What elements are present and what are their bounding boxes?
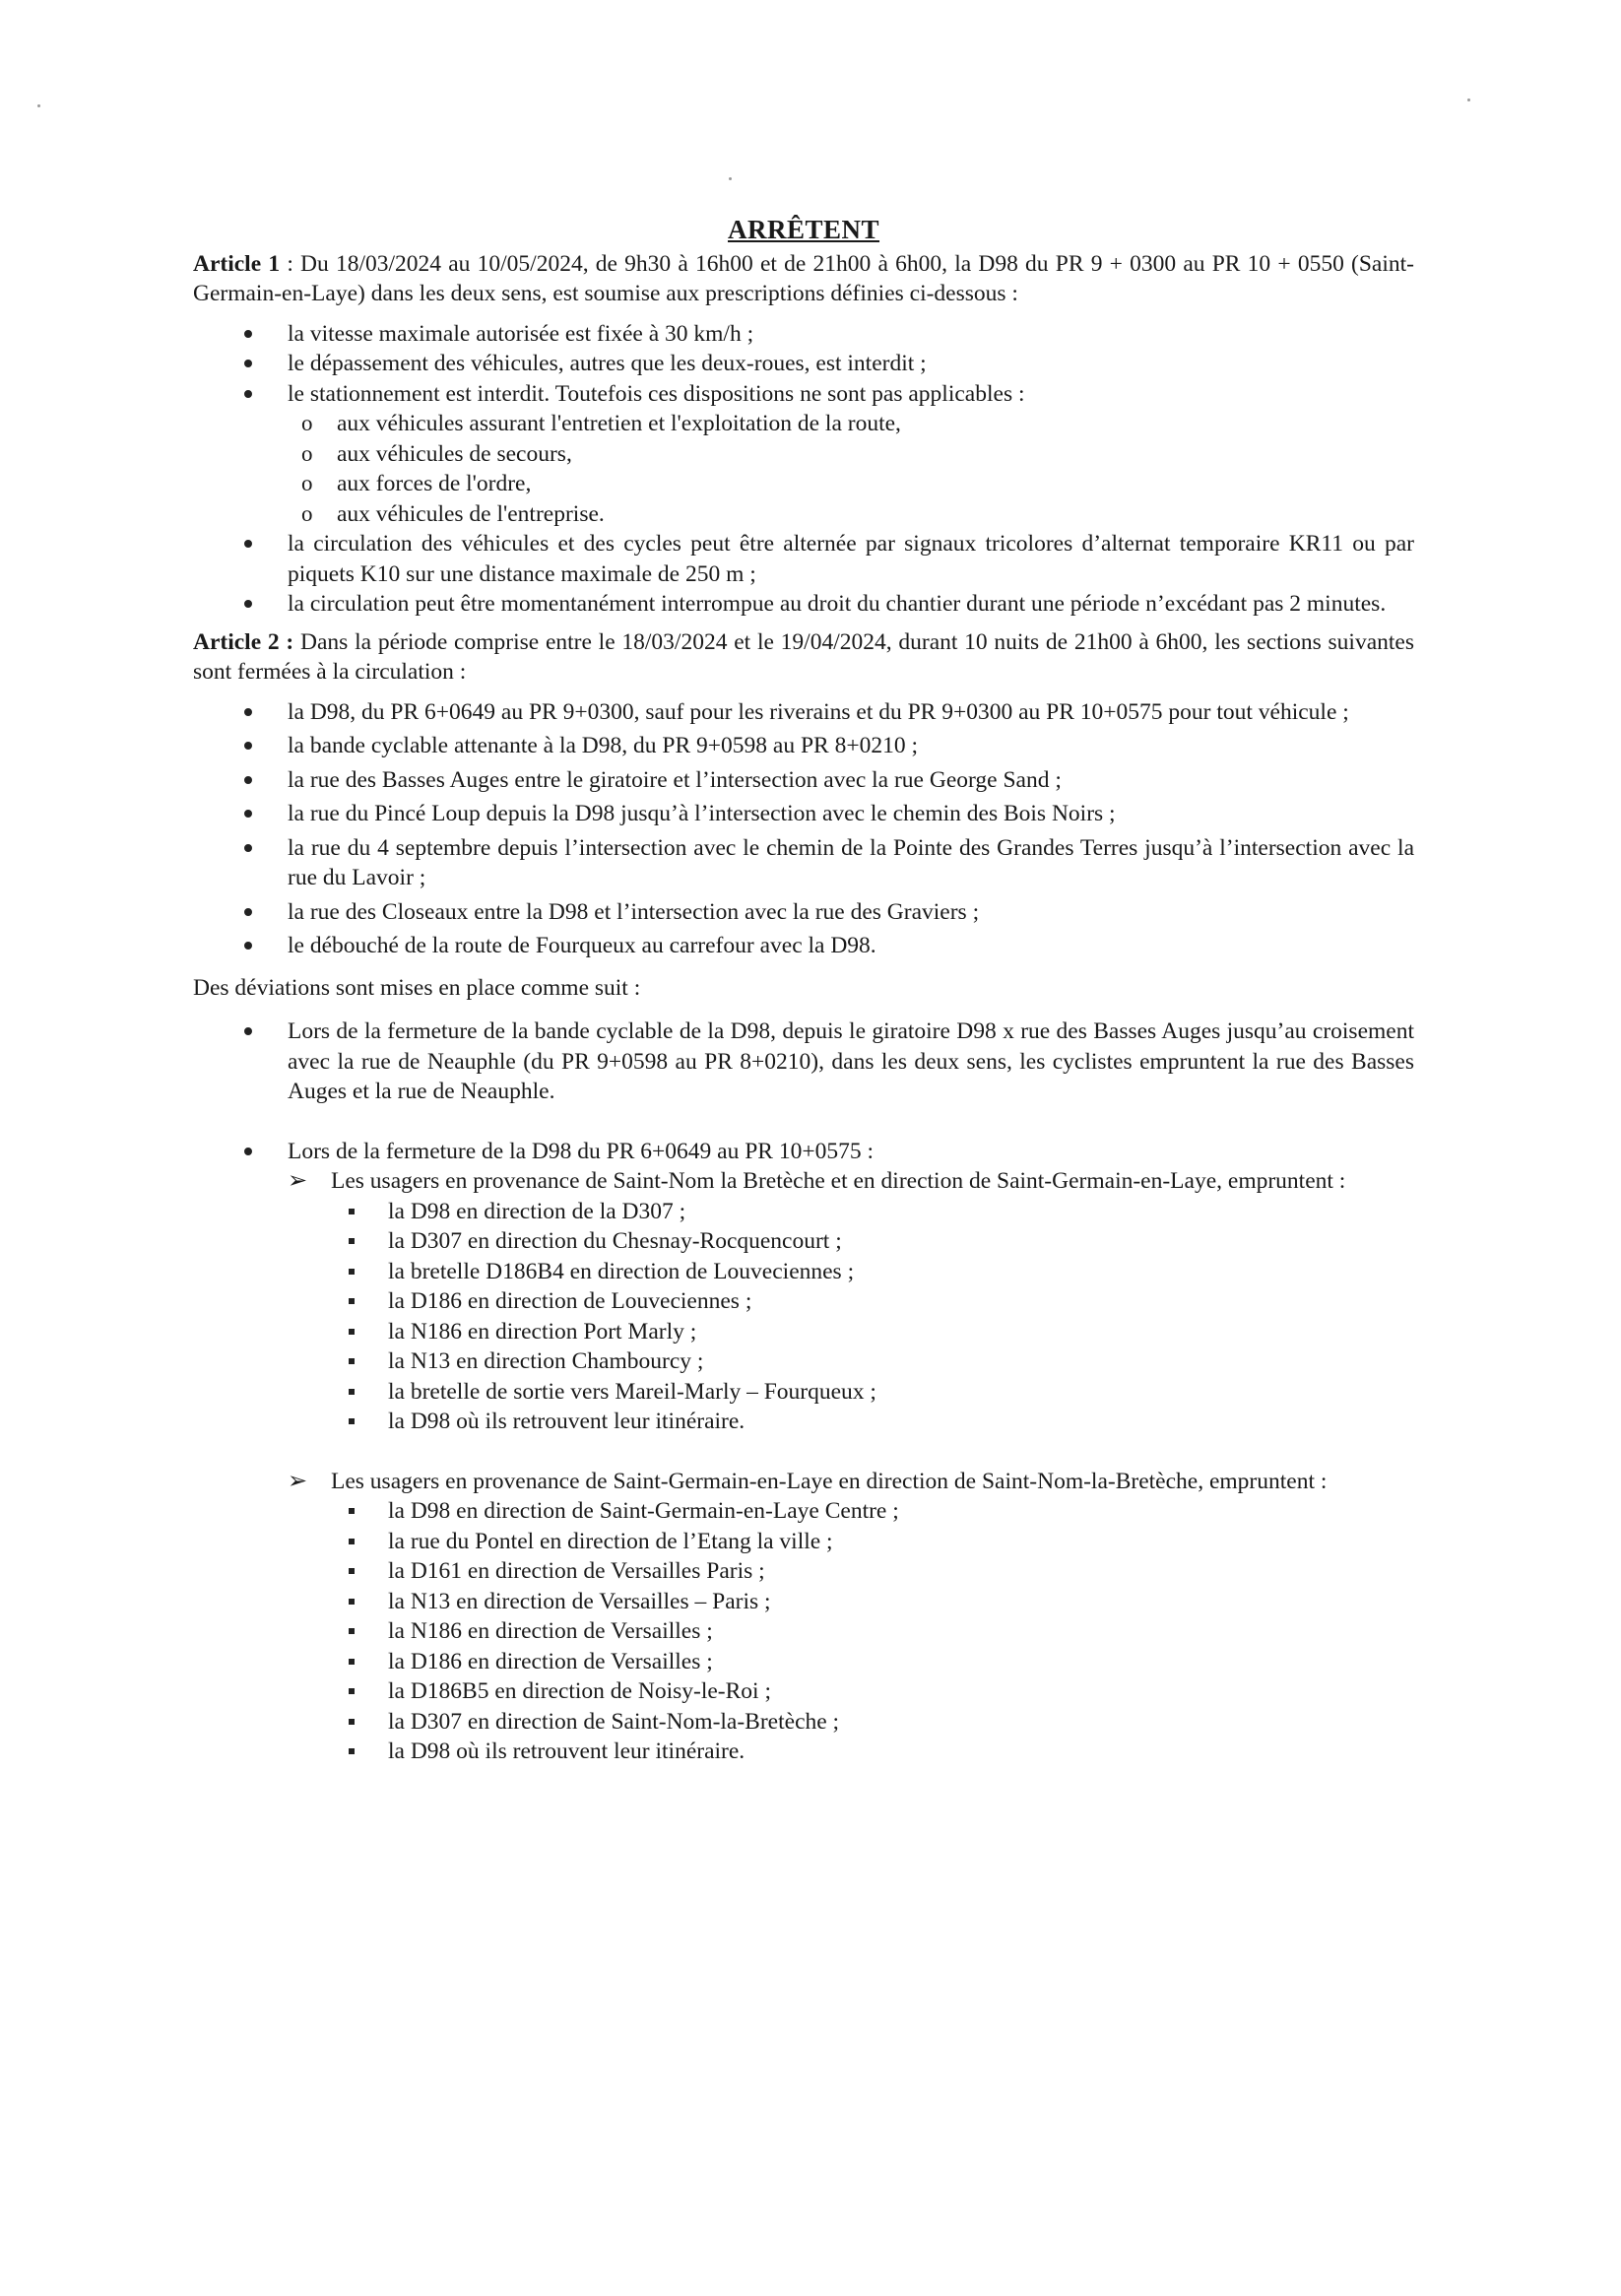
list-item: la N186 en direction Port Marly ; bbox=[388, 1317, 1414, 1347]
list-item: la D307 en direction du Chesnay-Rocquencourt ; bbox=[388, 1226, 1414, 1257]
square-bullet-icon bbox=[349, 1358, 355, 1364]
square-bullet-icon bbox=[349, 1238, 355, 1244]
bullet-icon bbox=[244, 390, 252, 398]
circle-bullet-icon: o bbox=[301, 471, 313, 495]
article-1-label: Article 1 bbox=[193, 250, 281, 277]
list-item: la N13 en direction de Versailles – Paris ; bbox=[388, 1587, 1414, 1617]
route-groups bbox=[288, 1166, 1414, 1767]
bullet-icon bbox=[244, 360, 252, 367]
square-bullet-icon bbox=[349, 1599, 355, 1605]
scan-speck bbox=[729, 177, 732, 180]
arrow-bullet-icon: ➢ bbox=[288, 1468, 308, 1494]
list-item: la D98 où ils retrouvent leur itinéraire. bbox=[388, 1407, 1414, 1437]
article-1-intro: Article 1 : Du 18/03/2024 au 10/05/2024, de 9h30 à 16h00 et de 21h00 à 6h00, la D98 du PR 9 + 0300 au PR 10 + 0550 (Saint-Germain-en-Laye) dans les deux sens, est soumise aux prescriptions définies ci-dessous : bbox=[193, 250, 1414, 306]
bullet-icon bbox=[244, 776, 252, 784]
list-item: la D307 en direction de Saint-Nom-la-Bretèche ; bbox=[388, 1707, 1414, 1738]
arrow-bullet-icon: ➢ bbox=[288, 1168, 308, 1194]
list-item: o aux véhicules assurant l'entretien et l'exploitation de la route, bbox=[337, 409, 1414, 439]
list-item: la D98 en direction de la D307 ; bbox=[388, 1197, 1414, 1227]
route-group: ➢ Les usagers en provenance de Saint-Nom la Bretèche et en direction de Saint-Germain-en-Laye, empruntent : la D98 en direction de la D307 ; la D307 en direction du Chesnay-Rocquencourt ; la bretelle D186B4 en direction de Louveciennes ; la D186 en direction de Louveciennes ; la N186 en direction Port Marly ; la N13 en direction Chambourcy ; la bretelle de sortie vers Mareil-Marly – Fourqueux ; la D98 où ils retrouvent leur itinéraire. bbox=[288, 1166, 1414, 1437]
list-item: la bande cyclable attenante à la D98, du PR 9+0598 au PR 8+0210 ; bbox=[193, 731, 1414, 761]
document-body bbox=[193, 215, 1414, 1767]
list-item: la rue des Closeaux entre la D98 et l’intersection avec la rue des Graviers ; bbox=[193, 897, 1414, 928]
square-bullet-icon bbox=[349, 1748, 355, 1754]
bullet-icon bbox=[244, 742, 252, 750]
list-item: la bretelle D186B4 en direction de Louveciennes ; bbox=[388, 1257, 1414, 1287]
scan-speck bbox=[37, 104, 40, 107]
square-bullet-icon bbox=[349, 1568, 355, 1574]
article-2-list bbox=[193, 697, 1414, 961]
list-item: la D161 en direction de Versailles Paris ; bbox=[388, 1556, 1414, 1587]
bullet-icon bbox=[244, 908, 252, 916]
list-item: o aux véhicules de l'entreprise. bbox=[337, 499, 1414, 530]
list-item: la vitesse maximale autorisée est fixée à 30 km/h ; bbox=[193, 319, 1414, 350]
exceptions-list bbox=[288, 409, 1414, 529]
deviations-list bbox=[193, 1017, 1414, 1767]
square-bullet-icon bbox=[349, 1418, 355, 1424]
list-item: la D186B5 en direction de Noisy-le-Roi ; bbox=[388, 1676, 1414, 1707]
scan-speck bbox=[1467, 98, 1470, 101]
list-item: le dépassement des véhicules, autres que les deux-roues, est interdit ; bbox=[193, 349, 1414, 379]
route-group: ➢ Les usagers en provenance de Saint-Germain-en-Laye en direction de Saint-Nom-la-Bretèche, empruntent : la D98 en direction de Saint-Germain-en-Laye Centre ; la rue du Pontel en direction de l’Etang la ville ; la D161 en direction de Versailles Paris ; la N13 en direction de Versailles – Paris ; la N186 en direction de Versailles ; la D186 en direction de Versailles ; la D186B5 en direction de Noisy-le-Roi ; la D307 en direction de Saint-Nom-la-Bretèche ; la D98 où ils retrouvent leur itinéraire. bbox=[288, 1467, 1414, 1767]
square-bullet-icon bbox=[349, 1389, 355, 1395]
square-bullet-icon bbox=[349, 1659, 355, 1665]
list-item: la rue du Pontel en direction de l’Etang la ville ; bbox=[388, 1527, 1414, 1557]
list-item: la D98 où ils retrouvent leur itinéraire. bbox=[388, 1737, 1414, 1767]
square-bullet-icon bbox=[349, 1329, 355, 1335]
square-bullet-icon bbox=[349, 1508, 355, 1514]
route-steps-list bbox=[388, 1496, 1414, 1767]
list-item: la circulation des véhicules et des cycles peut être alternée par signaux tricolores d’alternat temporaire KR11 ou par piquets K10 sur une distance maximale de 250 m ; bbox=[193, 529, 1414, 589]
list-item: la rue des Basses Auges entre le giratoire et l’intersection avec la rue George Sand ; bbox=[193, 765, 1414, 796]
bullet-icon bbox=[244, 1027, 252, 1035]
bullet-icon bbox=[244, 810, 252, 818]
list-item: la N186 en direction de Versailles ; bbox=[388, 1616, 1414, 1647]
bullet-icon bbox=[244, 600, 252, 608]
list-item: la circulation peut être momentanément interrompue au droit du chantier durant une période n’excédant pas 2 minutes. bbox=[193, 589, 1414, 620]
deviations-intro: Des déviations sont mises en place comme suit : bbox=[193, 974, 641, 1001]
square-bullet-icon bbox=[349, 1539, 355, 1544]
bullet-icon bbox=[244, 1148, 252, 1155]
circle-bullet-icon: o bbox=[301, 411, 313, 435]
list-item: la D186 en direction de Versailles ; bbox=[388, 1647, 1414, 1677]
list-item: o aux forces de l'ordre, bbox=[337, 469, 1414, 499]
square-bullet-icon bbox=[349, 1719, 355, 1725]
bullet-icon bbox=[244, 540, 252, 548]
list-item: o aux véhicules de secours, bbox=[337, 439, 1414, 470]
square-bullet-icon bbox=[349, 1298, 355, 1304]
bullet-icon bbox=[244, 942, 252, 950]
square-bullet-icon bbox=[349, 1688, 355, 1694]
list-item: la N13 en direction Chambourcy ; bbox=[388, 1346, 1414, 1377]
circle-bullet-icon: o bbox=[301, 440, 313, 466]
document-title: ARRÊTENT bbox=[727, 215, 880, 244]
circle-bullet-icon: o bbox=[301, 500, 313, 526]
bullet-icon bbox=[244, 844, 252, 852]
list-item: Lors de la fermeture de la D98 du PR 6+0649 au PR 10+0575 : ➢ Les usagers en provenance de Saint-Nom la Bretèche et en direction de Saint-Germain-en-Laye, empruntent : la D98 en direction de la D307 ; la D307 en direction du Chesnay-Rocquencourt ; la bretelle D186B4 en direction de Louveciennes ; la D186 en direction de Louveciennes ; la N186 en direction Port Marly ; la N13 en direction Chambourcy ; la bretelle de sortie vers Mareil-Marly – Fourqueux ; la D98 où ils retrouvent leur itinéraire. ➢ Les usagers en provenance de Saint-Germain-en-Laye en direction de Saint-Nom-la-Bretèche, empruntent : la D98 en direction de Saint-Germain-en-Laye Centre ; la rue du Pontel en direction de l’Etang la ville ; la D161 en direction de Versailles Paris ; la N13 en direction de Versailles – Paris ; la N186 en direction de Versailles ; la D186 en direction de Versailles ; la D186B5 en direction de Noisy-le-Roi ; la D307 en direction de Saint-Nom-la-Bretèche ; la D98 où ils retrouvent leur itinéraire. bbox=[193, 1137, 1414, 1767]
bullet-icon bbox=[244, 330, 252, 338]
list-item: le débouché de la route de Fourqueux au carrefour avec la D98. bbox=[193, 931, 1414, 961]
list-item: la D98, du PR 6+0649 au PR 9+0300, sauf pour les riverains et du PR 9+0300 au PR 10+0575 pour tout véhicule ; bbox=[193, 697, 1414, 728]
article-2-label: Article 2 : bbox=[193, 628, 294, 655]
list-item: la D98 en direction de Saint-Germain-en-Laye Centre ; bbox=[388, 1496, 1414, 1527]
list-item: la rue du Pincé Loup depuis la D98 jusqu’à l’intersection avec le chemin des Bois Noirs ; bbox=[193, 799, 1414, 829]
route-steps-list bbox=[388, 1197, 1414, 1437]
square-bullet-icon bbox=[349, 1269, 355, 1275]
list-item: la D186 en direction de Louveciennes ; bbox=[388, 1286, 1414, 1317]
bullet-icon bbox=[244, 708, 252, 716]
list-item: Lors de la fermeture de la bande cyclable de la D98, depuis le giratoire D98 x rue des Basses Auges jusqu’au croisement avec la rue de Neauphle (du PR 9+0598 au PR 8+0210), dans les deux sens, les cyclistes empruntent la rue des Basses Auges et la rue de Neauphle. bbox=[193, 1017, 1414, 1107]
square-bullet-icon bbox=[349, 1209, 355, 1214]
list-item: le stationnement est interdit. Toutefois ces dispositions ne sont pas applicables : o aux véhicules assurant l'entretien et l'exploitation de la route, o aux véhicules de secours, o aux forces de l'ordre, o aux véhicules de l'entreprise. bbox=[193, 379, 1414, 530]
article-2-intro: Article 2 : Dans la période comprise entre le 18/03/2024 et le 19/04/2024, durant 10 nuits de 21h00 à 6h00, les sections suivantes sont fermées à la circulation : bbox=[193, 628, 1414, 685]
list-item: la rue du 4 septembre depuis l’intersection avec le chemin de la Pointe des Grandes Terres jusqu’à l’intersection avec la rue du Lavoir ; bbox=[193, 833, 1414, 893]
article-1-list bbox=[193, 319, 1414, 620]
list-item: la bretelle de sortie vers Mareil-Marly – Fourqueux ; bbox=[388, 1377, 1414, 1408]
square-bullet-icon bbox=[349, 1628, 355, 1634]
